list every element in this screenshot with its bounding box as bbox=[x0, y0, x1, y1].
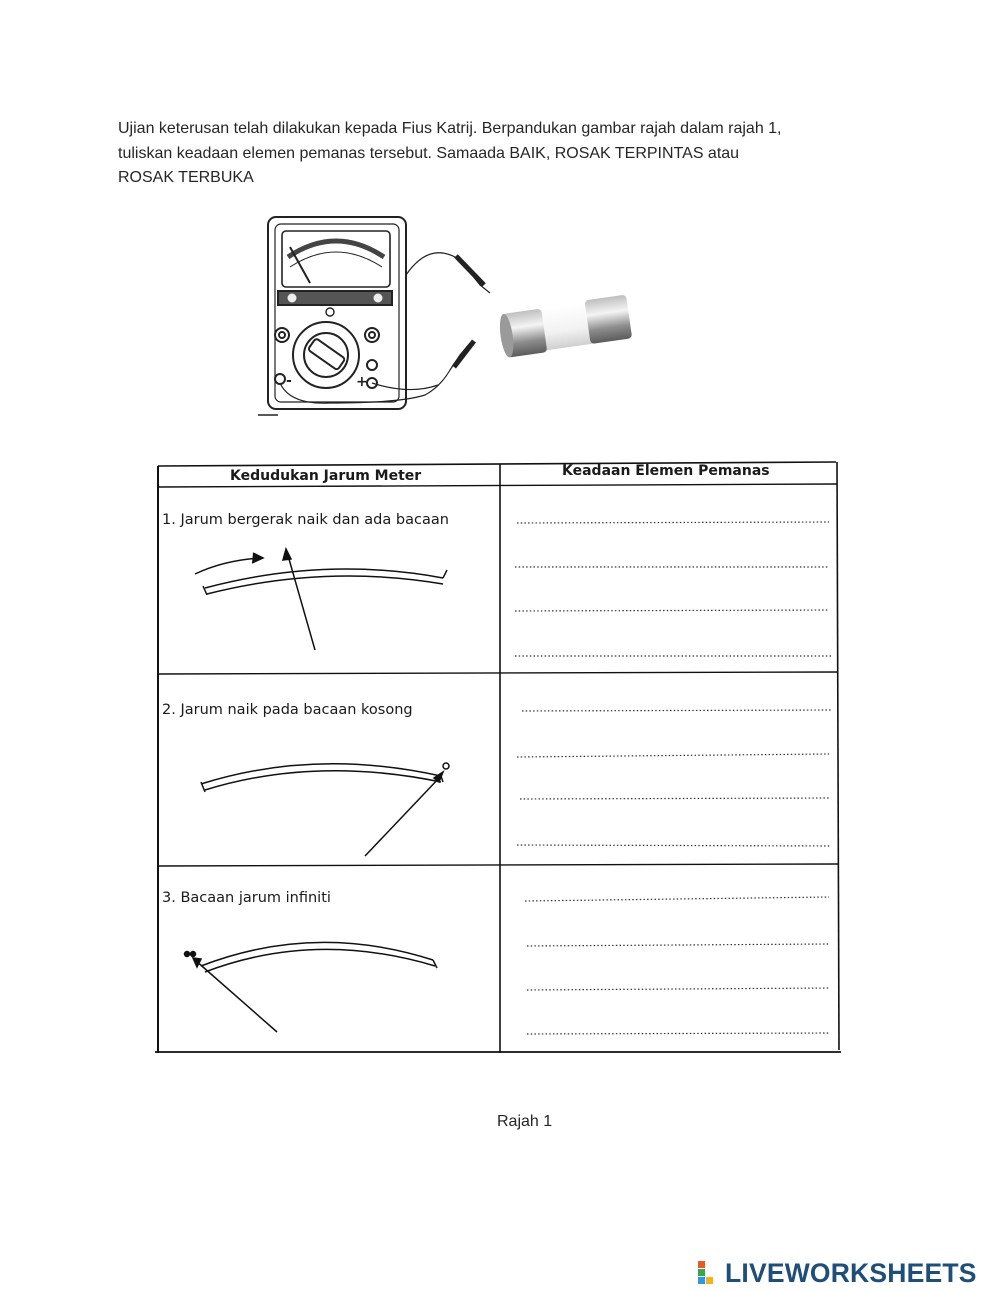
meter-needle-row2 bbox=[201, 763, 449, 856]
liveworksheets-icon bbox=[697, 1259, 723, 1287]
multimeter-and-fuse-figure bbox=[250, 205, 650, 425]
row-1-label: 1. Jarum bergerak naik dan ada bacaan bbox=[162, 512, 449, 528]
answer-lines bbox=[515, 522, 831, 1034]
column-header-element-condition: Keadaan Elemen Pemanas bbox=[562, 463, 770, 479]
meter-needle-row1 bbox=[195, 549, 447, 650]
brand-name: LIVEWORKSHEETS bbox=[725, 1257, 977, 1288]
meter-needle-row3 bbox=[185, 942, 438, 1032]
instructions-line-1: Ujian keterusan telah dilakukan kepada Fius Katrij. Berpandukan gambar rajah dalam rajah 1, bbox=[118, 120, 782, 137]
minus-terminal-label: - bbox=[286, 373, 292, 389]
liveworksheets-logo bbox=[697, 1258, 977, 1288]
meter-condition-table bbox=[155, 460, 845, 1055]
figure-caption: Rajah 1 bbox=[497, 1113, 553, 1130]
column-header-needle-position: Kedudukan Jarum Meter bbox=[230, 468, 422, 484]
plus-terminal-label: + bbox=[356, 374, 368, 390]
instructions-line-3: ROSAK TERBUKA bbox=[118, 169, 254, 186]
cartridge-fuse-illustration bbox=[497, 295, 632, 359]
row-3-label: 3. Bacaan jarum infiniti bbox=[162, 890, 331, 906]
row-2-label: 2. Jarum naik pada bacaan kosong bbox=[162, 702, 413, 718]
instructions-text bbox=[118, 117, 878, 191]
instructions-line-2: tuliskan keadaan elemen pemanas tersebut. Samaada BAIK, ROSAK TERPINTAS atau bbox=[118, 144, 740, 162]
table-grid bbox=[155, 460, 845, 1055]
